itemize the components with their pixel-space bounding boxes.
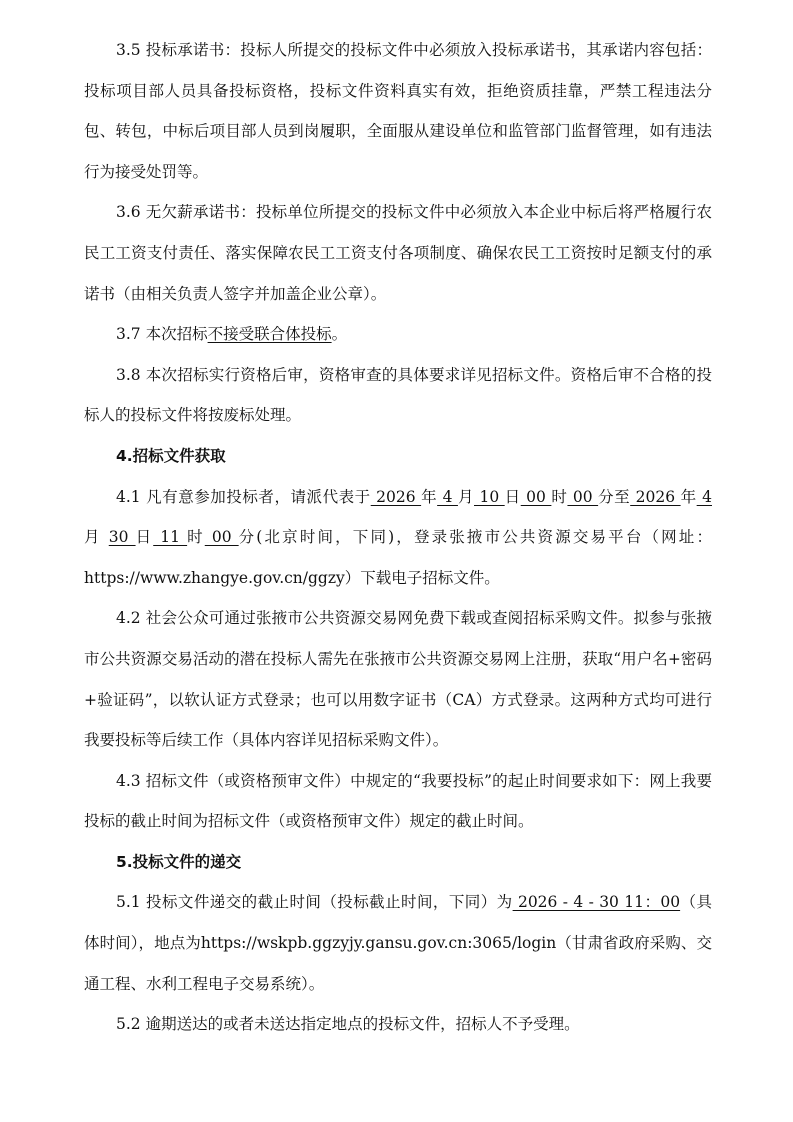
start-year: 2026	[370, 487, 422, 506]
text: （具体时间），地点为https://wskpb.ggzyjy.gansu.gov.cn:3065/login（甘肃省政府采购、交通工程、水利工程电子交易系统）。	[84, 893, 712, 993]
end-year: 2026	[630, 487, 681, 506]
end-day: 30	[108, 528, 136, 547]
text: 4.1 凡有意参加投标者，请派代表于	[116, 487, 371, 506]
text: 5.1 投标文件递交的截止时间（投标截止时间，下同）为	[116, 893, 513, 912]
clause-5-1	[84, 882, 712, 1004]
text: 日	[135, 528, 154, 547]
document-page	[84, 30, 712, 1045]
clause-4-3: 4.3 招标文件（或资格预审文件）中规定的“我要投标”的起止时间要求如下：网上我要投标的截止时间为招标文件（或资格预审文件）规定的截止时间。	[84, 771, 712, 831]
text: 年	[421, 487, 438, 506]
end-month: 4	[696, 487, 712, 506]
deadline: 2026 - 4 - 30 11：00	[512, 893, 681, 912]
clause-5-2: 5.2 逾期送达的或者未送达指定地点的投标文件，招标人不予受理。	[116, 1015, 580, 1034]
start-minute: 00	[567, 487, 599, 506]
text: 分至	[598, 487, 631, 506]
text: 。	[331, 325, 348, 344]
section-heading-5: 5.投标文件的递交	[116, 852, 242, 871]
underlined-text: 不接受联合体投标	[207, 325, 332, 344]
text: 分(北京时间，下同)，登录张掖市公共资源交易平台（网址：https://www.zhangye.gov.cn/ggzy）下载电子招标文件。	[84, 528, 712, 587]
start-hour: 00	[520, 487, 552, 506]
text: 3.7 本次招标	[116, 325, 208, 344]
text: 月	[84, 528, 109, 547]
start-day: 10	[474, 487, 505, 506]
clause-3-5: 3.5 投标承诺书：投标人所提交的投标文件中必须放入投标承诺书，其承诺内容包括：投标项目部人员具备投标资格，投标文件资料真实有效，拒绝资质挂靠，严禁工程违法分包、转包，中标后项目部人员到岗履职，全面服从建设单位和监管部门监督管理，如有违法行为接受处罚等。	[84, 41, 712, 181]
end-hour: 11	[153, 528, 188, 547]
start-month: 4	[437, 487, 458, 506]
text: 年	[680, 487, 697, 506]
text: 时	[551, 487, 568, 506]
clause-4-1	[84, 477, 712, 599]
clause-3-7	[84, 314, 712, 355]
text: 日	[504, 487, 521, 506]
clause-4-2: 4.2 社会公众可通过张掖市公共资源交易网免费下载或查阅招标采购文件。拟参与张掖市公共资源交易活动的潜在投标人需先在张掖市公共资源交易网上注册，获取“用户名+密码+验证码”，以软认证方式登录；也可以用数字证书（CA）方式登录。这两种方式均可进行我要投标等后续工作（具体内容详见招标采购文件）。	[84, 609, 712, 750]
text: 月	[457, 487, 474, 506]
section-heading-4: 4.招标文件获取	[116, 446, 226, 465]
text: 时	[187, 528, 205, 547]
clause-3-8: 3.8 本次招标实行资格后审，资格审查的具体要求详见招标文件。资格后审不合格的投标人的投标文件将按废标处理。	[84, 365, 712, 425]
clause-3-6: 3.6 无欠薪承诺书：投标单位所提交的投标文件中必须放入本企业中标后将严格履行农民工工资支付责任、落实保障农民工工资支付各项制度、确保农民工工资按时足额支付的承诺书（由相关负责人签字并加盖企业公章）。	[84, 203, 712, 303]
end-minute: 00	[204, 528, 239, 547]
